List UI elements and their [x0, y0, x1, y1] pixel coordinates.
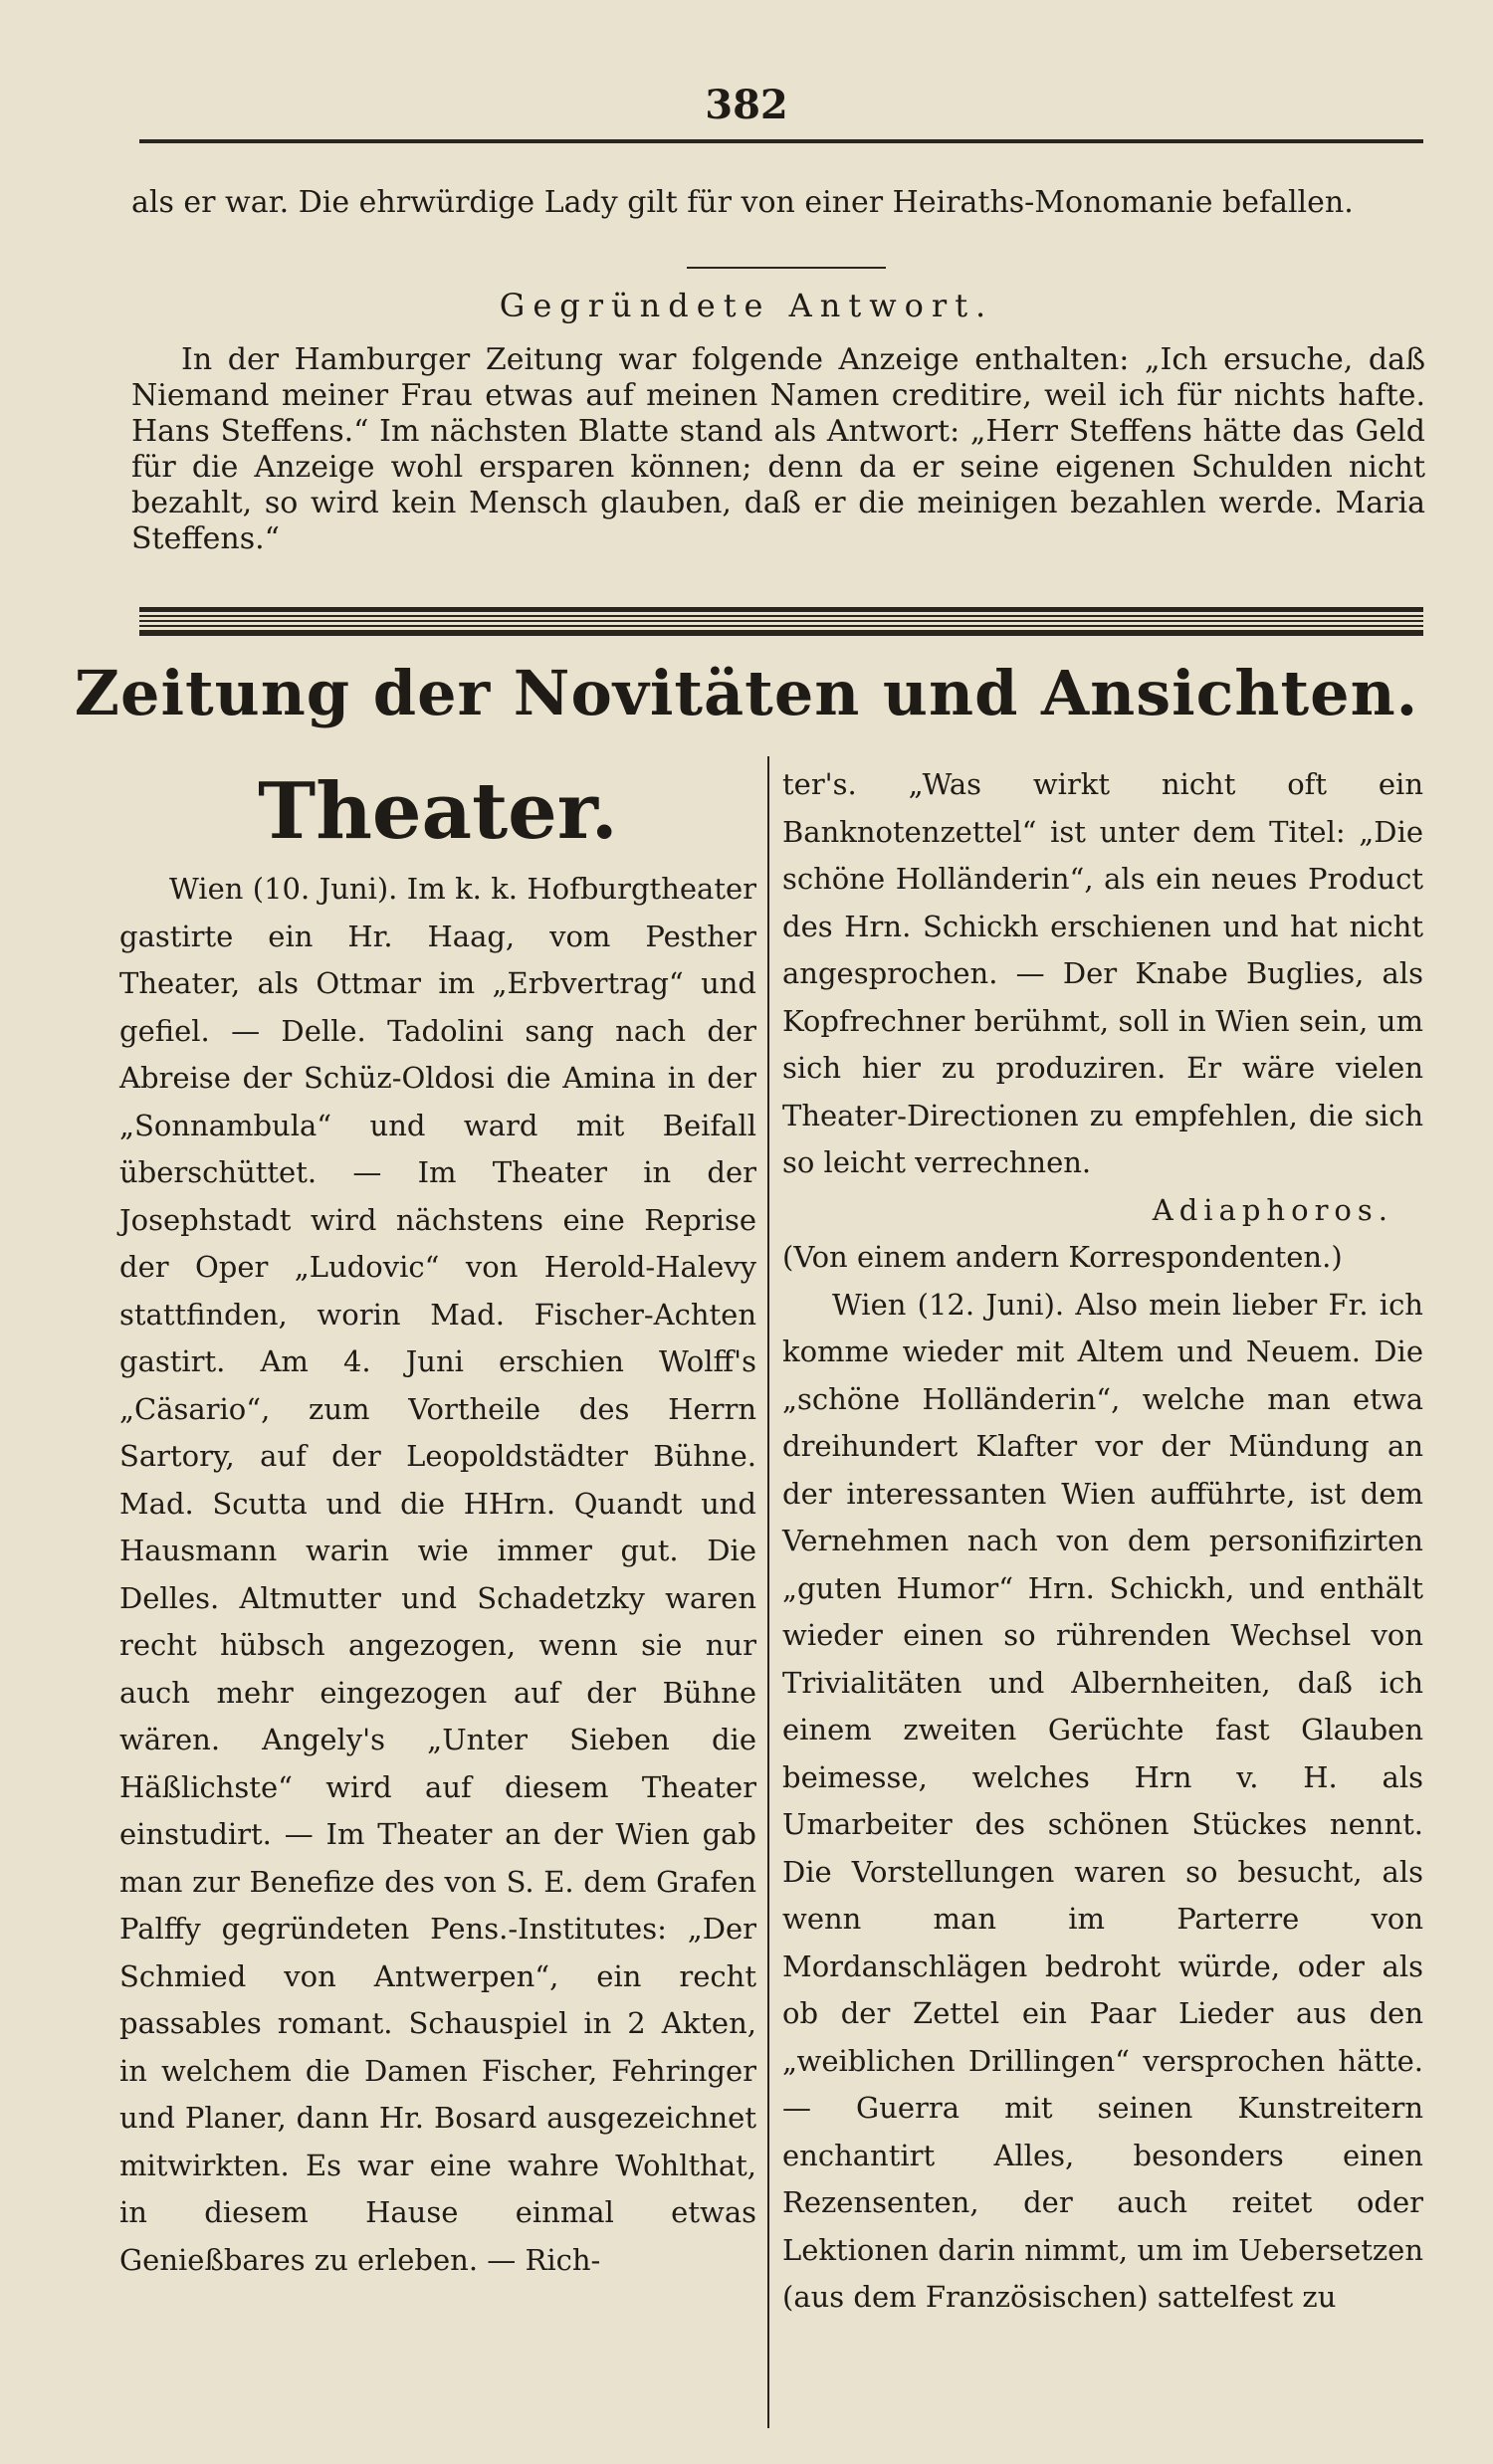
- masthead: Zeitung der Novitäten und Ansichten.: [74, 657, 1419, 729]
- left-paragraph: Wien (10. Juni). Im k. k. Hofburgtheater gastirte ein Hr. Haag, vom Pesther Theater, als Ottmar im „Erbvertrag“ und gefiel. — Delle. Tadolini sang nach der Abreise der Schüz-Oldosi die Amina in der „Sonnambula“ und ward mit Beifall überschüttet. — Im Theater in der Josephstadt wird nächstens eine Reprise der Oper „Ludovic“ von Herold-Halevy stattfinden, worin Mad. Fischer-Achten gastirt. Am 4. Juni erschien Wolff's „Cäsario“, zum Vortheile des Herrn Sartory, auf der Leopoldstädter Bühne. Mad. Scutta und die HHrn. Quandt und Hausmann warin wie immer gut. Die Delles. Altmutter und Schadetzky waren recht hübsch angezogen, wenn sie nur auch mehr eingezogen auf der Bühne wären. Angely's „Unter Sieben die Häßlichste“ wird auf diesem Theater einstudirt. — Im Theater an der Wien gab man zur Benefize des von S. E. dem Grafen Palffy gegründeten Pens.-Institutes: „Der Schmied von Antwerpen“, ein recht passables romant. Schauspiel in 2 Akten, in welchem die Damen Fischer, Fehringer und Planer, dann Hr. Bosard ausgezeichnet mitwirkten. Es war eine wahre Wohlthat, in diesem Hause einmal etwas Genießbares zu erleben. — Rich-: [119, 872, 756, 2277]
- correspondent-note: (Von einem andern Korrespondenten.): [782, 1240, 1343, 1274]
- right-continuation: ter's. „Was wirkt nicht oft ein Banknotenzettel“ ist unter dem Titel: „Die schöne Holländerin“, als ein neues Product des Hrn. Schickh erschienen und hat nicht angesprochen. — Der Knabe Buglies, als Kopfrechner berühmt, soll in Wien sein, um sich hier zu produziren. Er wäre vielen Theater-Directionen zu empfehlen, die sich so leicht verrechnen.: [782, 767, 1423, 1179]
- right-paragraph: Wien (12. Juni). Also mein lieber Fr. ich komme wieder mit Altem und Neuem. Die „schöne Holländerin“, welche man etwa dreihundert Klafter vor der Mündung an der interessanten Wien aufführte, ist dem Vernehmen nach von dem personifizirten „guten Humor“ Hrn. Schickh, und enthält wieder einen so rührenden Wechsel von Trivialitäten und Albernheiten, daß ich einem zweiten Gerüchte fast Glauben beimesse, welches Hrn v. H. als Umarbeiter des schönen Stückes nennt. Die Vorstellungen waren so besucht, als wenn man im Parterre von Mordanschlägen bedroht würde, oder als ob der Zettel ein Paar Lieder aus den „weiblichen Drillingen“ versprochen hätte. — Guerra mit seinen Kunstreitern enchantirt Alles, besonders einen Rezensenten, der auch reitet oder Lektionen darin nimmt, um im Uebersetzen (aus dem Französischen) sattelfest zu: [782, 1287, 1423, 2314]
- column-divider: [767, 756, 769, 2428]
- short-divider: [687, 267, 886, 269]
- article-heading: Gegründete Antwort.: [499, 287, 994, 324]
- article-body: In der Hamburger Zeitung war folgende Anzeige enthalten: „Ich ersuche, daß Niemand meiner Frau etwas auf meinen Namen creditire, weil ich für nichts hafte. Hans Steffens.“ Im nächsten Blatte stand als Antwort: „Herr Steffens hätte das Geld für die Anzeige wohl ersparen können; denn da er seine eigenen Schulden nicht bezahlt, so wird kein Mensch glauben, daß er die meinigen bezahlen werde. Maria Steffens.“: [131, 342, 1425, 556]
- top-rule: [139, 139, 1423, 143]
- page-number: 382: [705, 82, 788, 128]
- left-column: [119, 866, 756, 2284]
- continuation-text: als er war. Die ehrwürdige Lady gilt für von einer Heiraths-Monomanie befallen.: [131, 185, 1354, 220]
- section-title: Theater.: [258, 766, 618, 857]
- banner-rule: [139, 607, 1423, 636]
- signature: Adiaphoros.: [1152, 1192, 1393, 1227]
- right-column: [782, 761, 1423, 2322]
